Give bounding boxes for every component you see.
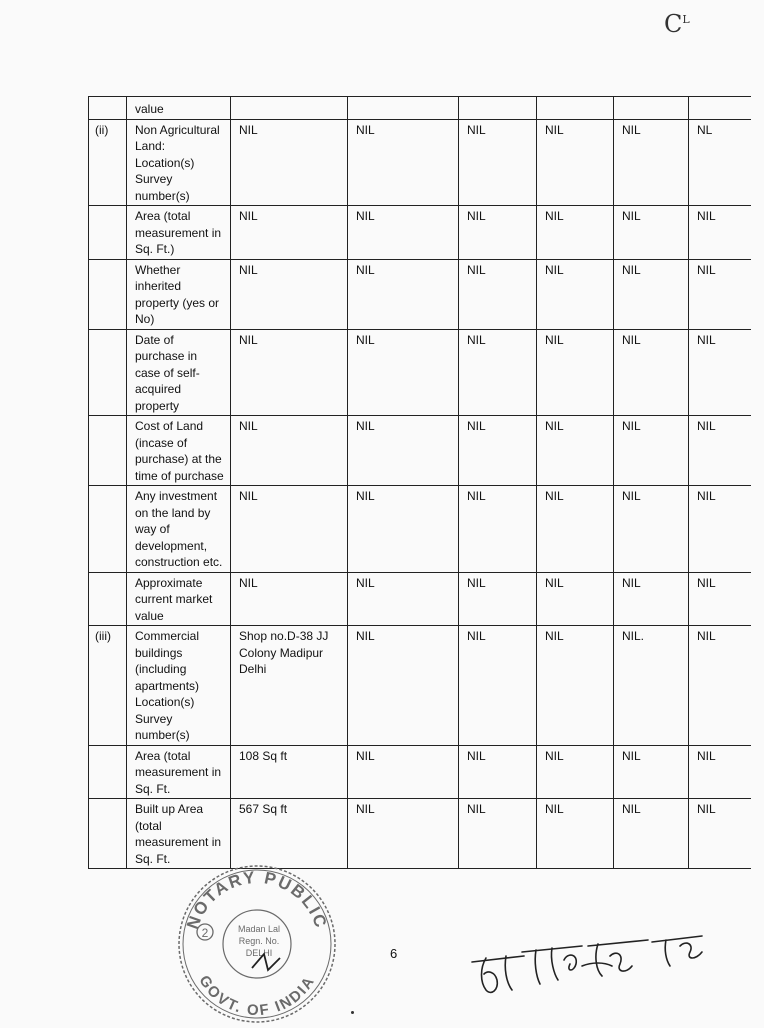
- value-cell: [459, 97, 537, 120]
- value-cell: NIL: [689, 572, 751, 626]
- value-cell: NIL: [348, 259, 459, 329]
- value-cell: NIL: [231, 572, 348, 626]
- table-row: [89, 97, 751, 120]
- stamp-number: 2: [201, 926, 209, 940]
- stamp-center-line: DELHI: [245, 948, 273, 958]
- item-description-cell: Any investment on the land by way of development, construction etc.: [127, 486, 231, 573]
- value-cell: NIL: [231, 329, 348, 416]
- value-cell: NIL: [537, 259, 614, 329]
- value-cell: [348, 97, 459, 120]
- value-cell: NIL: [614, 572, 689, 626]
- value-cell: NIL: [614, 119, 689, 206]
- value-cell: NIL: [231, 416, 348, 486]
- stamp-center-line: Madan Lal: [237, 924, 281, 934]
- value-cell: NIL: [231, 486, 348, 573]
- stamp-bottom-text: GOVT. OF INDIA: [195, 972, 319, 1020]
- value-cell: NIL: [231, 259, 348, 329]
- value-cell: 108 Sq ft: [231, 745, 348, 799]
- value-cell: NIL: [348, 486, 459, 573]
- item-description-cell: Non Agricultural Land: Location(s) Survey number(s): [127, 119, 231, 206]
- value-cell: [614, 97, 689, 120]
- value-cell: NIL: [459, 799, 537, 869]
- serial-number-cell: (ii): [89, 119, 127, 206]
- serial-number-cell: [89, 745, 127, 799]
- value-cell: NIL: [689, 206, 751, 260]
- table-row: [89, 259, 751, 329]
- serial-number-cell: [89, 97, 127, 120]
- item-description-cell: Area (total measurement in Sq. Ft.): [127, 206, 231, 260]
- value-cell: NIL: [689, 329, 751, 416]
- table-row: [89, 416, 751, 486]
- value-cell: NIL: [614, 259, 689, 329]
- value-cell: NIL: [614, 745, 689, 799]
- value-cell: [231, 97, 348, 120]
- table-row: [89, 626, 751, 746]
- value-cell: NIL: [348, 119, 459, 206]
- page-number: 6: [390, 946, 398, 961]
- page-corner-mark-sup: L: [682, 13, 690, 26]
- value-cell: NIL: [537, 416, 614, 486]
- asset-declaration-table: [88, 96, 751, 869]
- serial-number-cell: [89, 416, 127, 486]
- value-cell: NIL: [537, 119, 614, 206]
- value-cell: NIL: [459, 329, 537, 416]
- value-cell: NIL: [689, 486, 751, 573]
- value-cell: NIL: [537, 572, 614, 626]
- value-cell: Shop no.D-38 JJ Colony Madipur Delhi: [231, 626, 348, 746]
- value-cell: NIL: [689, 626, 751, 746]
- value-cell: NIL: [231, 119, 348, 206]
- value-cell: NIL: [537, 799, 614, 869]
- value-cell: NIL: [689, 745, 751, 799]
- value-cell: NIL: [614, 416, 689, 486]
- item-description-cell: Commercial buildings (including apartments) Location(s) Survey number(s): [127, 626, 231, 746]
- table-row: [89, 486, 751, 573]
- value-cell: NIL: [689, 416, 751, 486]
- value-cell: NIL.: [614, 626, 689, 746]
- stray-dot: [351, 1011, 354, 1014]
- value-cell: NIL: [689, 799, 751, 869]
- handwritten-signature: [466, 916, 716, 1002]
- serial-number-cell: (iii): [89, 626, 127, 746]
- serial-number-cell: [89, 486, 127, 573]
- item-description-cell: Area (total measurement in Sq. Ft.: [127, 745, 231, 799]
- value-cell: NIL: [614, 329, 689, 416]
- value-cell: NIL: [689, 259, 751, 329]
- item-description-cell: Approximate current market value: [127, 572, 231, 626]
- svg-text:GOVT. OF INDIA: [195, 972, 318, 1019]
- serial-number-cell: [89, 206, 127, 260]
- value-cell: NL: [689, 119, 751, 206]
- svg-text:NOTARY PUBLIC: [183, 868, 331, 932]
- item-description-cell: Built up Area (total measurement in Sq. Ft.: [127, 799, 231, 869]
- notary-stamp: [172, 858, 342, 1028]
- value-cell: 567 Sq ft: [231, 799, 348, 869]
- value-cell: NIL: [537, 329, 614, 416]
- value-cell: NIL: [459, 626, 537, 746]
- value-cell: [537, 97, 614, 120]
- value-cell: NIL: [459, 206, 537, 260]
- value-cell: NIL: [459, 745, 537, 799]
- value-cell: NIL: [614, 799, 689, 869]
- stamp-center-line: Regn. No.: [238, 936, 280, 946]
- value-cell: NIL: [231, 206, 348, 260]
- value-cell: NIL: [459, 416, 537, 486]
- value-cell: NIL: [459, 259, 537, 329]
- value-cell: NIL: [459, 119, 537, 206]
- value-cell: NIL: [537, 626, 614, 746]
- value-cell: NIL: [348, 799, 459, 869]
- value-cell: NIL: [614, 486, 689, 573]
- item-description-cell: Whether inherited property (yes or No): [127, 259, 231, 329]
- table-row: [89, 745, 751, 799]
- page-corner-mark-main: C: [664, 10, 683, 38]
- table-row: [89, 206, 751, 260]
- serial-number-cell: [89, 329, 127, 416]
- table-row: [89, 572, 751, 626]
- value-cell: NIL: [348, 745, 459, 799]
- value-cell: [689, 97, 751, 120]
- stamp-top-text: NOTARY PUBLIC: [183, 867, 331, 932]
- page-corner-mark: [664, 10, 690, 38]
- serial-number-cell: [89, 799, 127, 869]
- value-cell: NIL: [459, 486, 537, 573]
- value-cell: NIL: [537, 745, 614, 799]
- value-cell: NIL: [537, 206, 614, 260]
- table-row: [89, 119, 751, 206]
- value-cell: NIL: [459, 572, 537, 626]
- serial-number-cell: [89, 259, 127, 329]
- serial-number-cell: [89, 572, 127, 626]
- table-row: [89, 329, 751, 416]
- value-cell: NIL: [614, 206, 689, 260]
- value-cell: NIL: [537, 486, 614, 573]
- value-cell: NIL: [348, 626, 459, 746]
- item-description-cell: Cost of Land (incase of purchase) at the time of purchase: [127, 416, 231, 486]
- value-cell: NIL: [348, 329, 459, 416]
- item-description-cell: value: [127, 97, 231, 120]
- value-cell: NIL: [348, 206, 459, 260]
- value-cell: NIL: [348, 416, 459, 486]
- value-cell: NIL: [348, 572, 459, 626]
- item-description-cell: Date of purchase in case of self-acquired property: [127, 329, 231, 416]
- asset-table-body: [89, 97, 751, 869]
